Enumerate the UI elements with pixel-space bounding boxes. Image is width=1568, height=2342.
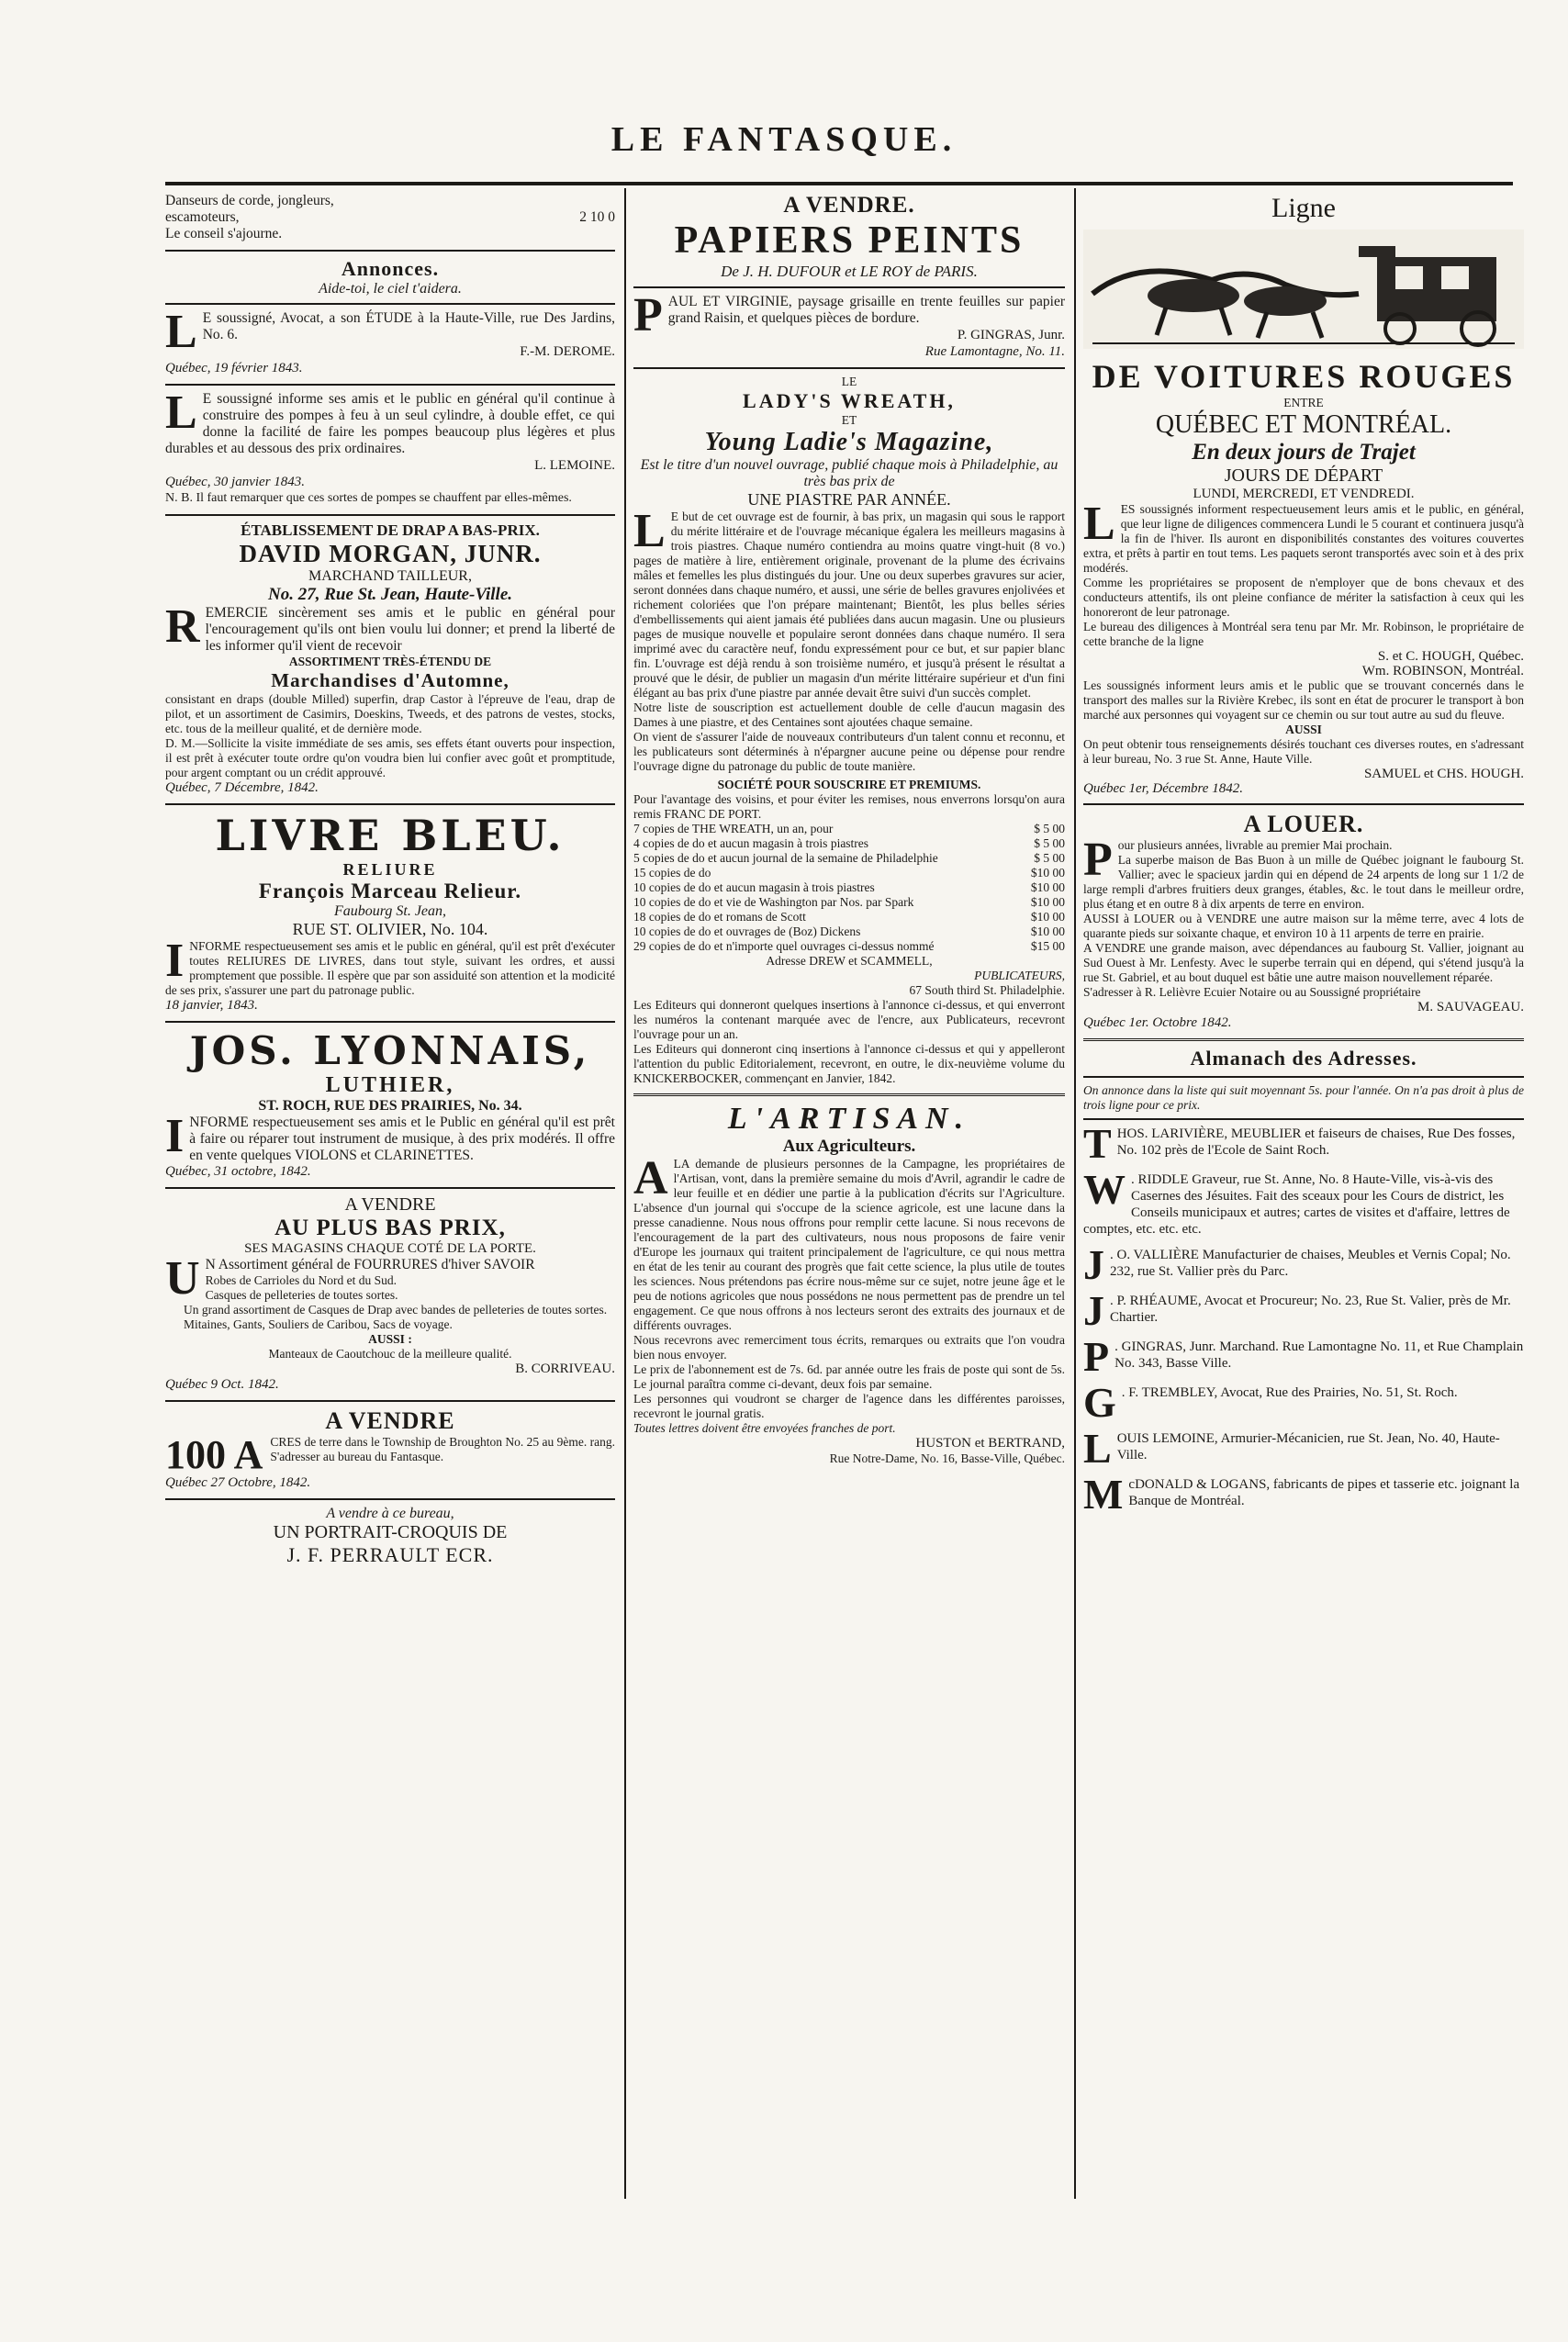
- price-value: $10 00: [1030, 880, 1065, 894]
- almanac-entry-text: . F. TREMBLEY, Avocat, Rue des Prairies, No. 51, St. Roch.: [1121, 1385, 1458, 1400]
- morgan-ad: [165, 521, 615, 796]
- portrait-intro: A vendre à ce bureau,: [326, 1506, 454, 1521]
- voitures-signature-2: Wm. ROBINSON, Montréal.: [1361, 664, 1524, 678]
- lyonnais-ad: [165, 1028, 615, 1180]
- price-value: $15 00: [1030, 939, 1065, 953]
- price-row: [633, 910, 1065, 924]
- corriveau-where: SES MAGASINS CHAQUE COTÉ DE LA PORTE.: [244, 1241, 536, 1256]
- price-row: [633, 822, 1065, 836]
- derome-ad: [165, 306, 615, 376]
- drop-cap: J: [1083, 1287, 1104, 1334]
- annonces-title: Annonces.: [341, 257, 440, 280]
- derome-text: E soussigné, Avocat, a son ÉTUDE à la Haute-Ville, rue Des Jardins, No. 6.: [202, 310, 615, 342]
- artisan-signature: HUSTON et BERTRAND,: [915, 1436, 1065, 1451]
- piastre-line: UNE PIASTRE PAR ANNÉE.: [747, 490, 951, 509]
- price-row: [633, 866, 1065, 880]
- corriveau-item-4: Mitaines, Gants, Souliers de Caribou, Sacs de voyage.: [184, 1317, 453, 1331]
- louer-text: our plusieurs années, livrable au premier Mai prochain.: [1117, 838, 1393, 852]
- artisan-p4: Les personnes qui voudront se charger de l'agence dans les différentes paroisses, recevront le journal gratis.: [633, 1392, 1065, 1420]
- livre-title: LIVRE BLEU.: [215, 811, 566, 860]
- acres-date: Québec 27 Octobre, 1842.: [165, 1475, 311, 1490]
- voitures-p2: Comme les propriétaires se proposent de n'employer que de bons chevaux et des conducteurs attentifs, ils ont pleine confiance de mériter la satisfaction à ceux qui les honoreront de leur patronage.: [1083, 576, 1524, 619]
- divider: [165, 1021, 615, 1023]
- lyonnais-subtitle: LUTHIER,: [325, 1073, 455, 1097]
- paul-address: Rue Lamontagne, No. 11.: [924, 344, 1065, 359]
- drop-cap: M: [1083, 1471, 1124, 1518]
- morgan-dm-text: D. M.—Sollicite la visite immédiate de ses amis, ses effets étant ouverts pour inspection, il est prêt à exécuter toute ordre qu'on voudra bien lui confier avec goût et promptitude, pour argent comptant ou un crédit approuvé.: [165, 736, 615, 779]
- acres-text: CRES de terre dans le Township de Broughton No. 25 au 9ème. rang. S'adresser au bureau du Fantasque.: [270, 1435, 615, 1463]
- column-left: [165, 193, 615, 1574]
- rouges-title: DE VOITURES ROUGES: [1092, 358, 1516, 395]
- drop-cap: L: [165, 306, 197, 358]
- lemoine-date: Québec, 30 janvier 1843.: [165, 475, 306, 489]
- corriveau-date: Québec 9 Oct. 1842.: [165, 1377, 279, 1392]
- drop-cap: L: [633, 505, 666, 557]
- almanac-entry: [1083, 1333, 1524, 1380]
- artisan-body: [633, 1152, 1065, 1333]
- acres-number: 100 A: [165, 1432, 263, 1477]
- price-value: $10 00: [1030, 924, 1065, 938]
- louer-p5: S'adresser à R. Lelièvre Ecuier Notaire ou au Soussigné propriétaire: [1083, 985, 1421, 999]
- artisan-p5: Toutes lettres doivent être envoyées franches de port.: [633, 1421, 896, 1435]
- voitures-aussi: AUSSI: [1285, 723, 1322, 736]
- ligne-title: Ligne: [1271, 193, 1336, 223]
- young-text: E but de cet ouvrage est de fournir, à bas prix, un magasin qui sous le rapport du mérite littéraire et de l'ouvrage mécanique égalera les meilleurs magasins à trois piastres. Chaque numéro contiendra au moins quatre vingt-huit (8 vo.) pages de matière à lire, entièrement originale, provenant de la plume des écrivains mâles et femelles les plus distingués du jour. Une ou deux superbes gravures sur acier, seront données dans chaque numéro, et aussi, une série de belles gravures enjolivées et richement coloriées que l'on prépare maintenant; Bientôt, les plus belles séries d'embellissements qui aient jamais été publiées dans aucun magasin. Une ou plusieurs pages de musique nouvelle et populaire seront données dans chaque numéro. Il sera imprimé avec du caractère neuf, fondu expressément pour ce but, et sur papier blanc fin. L'ouvrage est déjà rendu à son troisième numéro, et jusqu'à présent le résultat a prouvé que le désir, de publier un magasin d'un mérite littéraire supérieur et d'un fini élégant au bas prix d'une piastre par année devait être suivi d'un succès complet.: [633, 510, 1065, 700]
- council-line-2: escamoteurs,: [165, 209, 240, 225]
- divider: [165, 1498, 615, 1500]
- drew-address: Adresse DREW et SCAMMELL,: [766, 954, 933, 968]
- almanac-entry-text: . O. VALLIÈRE Manufacturier de chaises, Meubles et Vernis Copal; No. 232, rue St. Vallier près du Parc.: [1110, 1248, 1511, 1279]
- masthead-rule: [165, 182, 1513, 185]
- wreath-et: ET: [841, 413, 857, 427]
- portrait-name: J. F. PERRAULT ECR.: [286, 1543, 494, 1566]
- drew-street: 67 South third St. Philadelphie.: [909, 983, 1065, 997]
- almanach-intro: On annonce dans la liste qui suit moyennant 5s. pour l'année. On n'a pas droit à plus de trois ligne pour ce prix.: [1083, 1083, 1524, 1112]
- council-amount: 2 10 0: [579, 209, 615, 225]
- louer-p3: AUSSI à LOUER ou à VENDRE une autre maison sur la même terre, avec 4 lots de quarante pieds sur soixante chaque, et environ 10 à 11 arpents de terre en prairie.: [1083, 912, 1524, 940]
- drew-publicateurs: PUBLICATEURS,: [974, 969, 1065, 982]
- drop-cap: P: [1083, 834, 1113, 886]
- voitures-p4: Les soussignés informent leurs amis et le public que se trouvant concernés dans le transport des malles sur la Rivière Krebec, ils sont en état de procurer le transport à bon marché aux personnes qui voyagent sur ce chemin ou sur tout autre au sud du fleuve.: [1083, 678, 1524, 722]
- column-rule-1: [624, 188, 626, 2199]
- paul-ad: [633, 289, 1065, 360]
- lemoine-text: E soussigné informe ses amis et le public en général qu'il continue à construire des pompes à feu à un seul cylindre, à double effet, ce qui donne la facilité de faire les pompes beaucoup plus légères et plus durables et au dessous des prix ordinaires.: [165, 391, 615, 456]
- price-value: $10 00: [1030, 910, 1065, 924]
- drop-cap: U: [165, 1252, 200, 1305]
- route-title: QUÉBEC ET MONTRÉAL.: [1155, 410, 1452, 439]
- wreath-ad: [633, 375, 1065, 1086]
- almanac-entry-text: . RIDDLE Graveur, rue St. Anne, No. 8 Haute-Ville, vis-à-vis des Casernes des Jésuites. Fait des sceaux pour les Cours de district, les Conseils municipaux et autres; cartes de visites et d'affaire, lettres de comptes, etc. etc. etc.: [1083, 1172, 1510, 1237]
- price-row: [633, 895, 1065, 910]
- price-value: $ 5 00: [1034, 851, 1065, 865]
- lyonnais-body: [165, 1110, 615, 1164]
- voitures-date: Québec 1er, Décembre 1842.: [1083, 781, 1243, 796]
- almanac-entry-text: OUIS LEMOINE, Armurier-Mécanicien, rue St. Jean, No. 40, Haute-Ville.: [1116, 1431, 1500, 1462]
- louer-ad: [1083, 811, 1524, 1031]
- papiers-subtitle: De J. H. DUFOUR et LE ROY de PARIS.: [721, 263, 978, 280]
- price-item: 10 copies de do et ouvrages de (Boz) Dickens: [633, 924, 861, 938]
- wreath-title: LADY'S WREATH,: [743, 389, 956, 412]
- morgan-goods-title: Marchandises d'Automne,: [271, 669, 510, 691]
- price-value: $10 00: [1030, 866, 1065, 880]
- divider: [165, 514, 615, 516]
- wreath-le: LE: [841, 375, 857, 388]
- drop-cap: A: [633, 1152, 668, 1205]
- divider: [633, 286, 1065, 288]
- papiers-vendre: A VENDRE.: [783, 193, 915, 218]
- masthead-title: LE FANTASQUE.: [610, 120, 958, 159]
- divider: [165, 303, 615, 305]
- artisan-title: L'ARTISAN.: [727, 1102, 971, 1136]
- drop-cap: W: [1083, 1166, 1126, 1213]
- morgan-assortment: ASSORTIMENT TRÈS-ÉTENDU DE: [288, 655, 492, 668]
- council-line-3: Le conseil s'ajourne.: [165, 226, 283, 241]
- drop-cap: I: [165, 1110, 185, 1162]
- morgan-text: EMERCIE sincèrement ses amis et le public en général pour l'encouragement qu'ils ont bien voulu lui donner; et prend la liberté de les informer qu'il vient de recevoir: [205, 605, 615, 654]
- divider: [1083, 803, 1524, 805]
- divider: [165, 250, 615, 252]
- paul-text: AUL ET VIRGINIE, paysage grisaille en trente feuilles sur papier grand Raisin, et quelques pièces de bordure.: [667, 294, 1065, 326]
- lyonnais-address: ST. ROCH, RUE DES PRAIRIES, No. 34.: [258, 1098, 522, 1114]
- corriveau-item-3: Un grand assortiment de Casques de Drap avec bandes de pelleteries de toutes sortes.: [184, 1303, 608, 1317]
- acres-row: [165, 1432, 615, 1477]
- price-item: 10 copies de do et vie de Washington par Nos. par Spark: [633, 895, 914, 909]
- derome-signature: F.-M. DEROME.: [520, 344, 615, 359]
- livre-bleu-ad: [165, 811, 615, 1014]
- price-value: $10 00: [1030, 895, 1065, 909]
- price-value: $ 5 00: [1034, 822, 1065, 835]
- column-middle: [633, 193, 1065, 1474]
- almanac-entry: [1083, 1241, 1524, 1288]
- column-rule-2: [1074, 188, 1076, 2199]
- corriveau-item-1: Robes de Carrioles du Nord et du Sud.: [205, 1273, 398, 1287]
- societe-heading: SOCIÉTÉ POUR SOUSCRIRE ET PREMIUMS.: [717, 778, 981, 791]
- corriveau-signature: B. CORRIVEAU.: [515, 1361, 615, 1376]
- price-item: 4 copies de do et aucun magasin à trois piastres: [633, 836, 869, 850]
- artisan-address: Rue Notre-Dame, No. 16, Basse-Ville, Québec.: [829, 1451, 1065, 1465]
- livre-body: [165, 935, 615, 998]
- portrait-ad: [165, 1506, 615, 1567]
- price-row: [633, 851, 1065, 866]
- young-title: Young Ladie's Magazine,: [704, 428, 994, 456]
- livre-name: François Marceau Relieur.: [258, 880, 522, 902]
- voitures-body: [1083, 498, 1524, 796]
- divider: [1083, 1118, 1524, 1120]
- almanac-entry: [1083, 1471, 1524, 1518]
- price-item: 29 copies de do et n'importe quel ouvrages ci-dessus nommé: [633, 939, 935, 953]
- morgan-goods-text: consistant en draps (double Milled) superfin, drap Castor à l'épreuve de l'eau, drap de pilot, et un assortiment de Casimirs, Doeskins, Tweeds, et des patrons de vestes, stocks, etc. tous de la meilleur qualité, et de dernière mode.: [165, 692, 615, 735]
- lyonnais-title: JOS. LYONNAIS,: [189, 1028, 591, 1073]
- morgan-body: [165, 600, 615, 655]
- artisan-subtitle: Aux Agriculteurs.: [782, 1137, 916, 1156]
- artisan-ad: [633, 1102, 1065, 1466]
- almanac-entry: [1083, 1120, 1524, 1167]
- column-right: [1083, 193, 1524, 1522]
- livre-faubourg: Faubourg St. Jean,: [333, 903, 447, 919]
- acres-heading: A VENDRE: [325, 1407, 455, 1434]
- lemoine-note: N. B. Il faut remarquer que ces sortes de pompes se chauffent par elles-mêmes.: [165, 491, 572, 505]
- drop-cap: T: [1083, 1120, 1112, 1167]
- paul-signature: P. GINGRAS, Junr.: [957, 328, 1065, 342]
- voitures-p3: Le bureau des diligences à Montréal sera tenu par Mr. Mr. Robinson, le propriétaire de cette branche de la ligne: [1083, 620, 1524, 648]
- deux-jours-title: En deux jours de Trajet: [1192, 440, 1416, 465]
- voitures-signature-1: S. et C. HOUGH, Québec.: [1377, 649, 1524, 664]
- price-list: [633, 822, 1065, 954]
- editeurs-note-1: Les Editeurs qui donneront quelques insertions à l'annonce ci-dessus, et qui enverront les numéros la contenant marquée avec de l'encre, aux Publicateurs, recevront l'ouvrage pour un an.: [633, 998, 1065, 1041]
- livre-address: RUE ST. OLIVIER, No. 104.: [292, 920, 488, 938]
- voitures-p5: On peut obtenir tous renseignements désirés touchant ces diverses routes, en s'adressant à leur bureau, No. 3 rue St. Anne, Haute Ville.: [1083, 737, 1524, 766]
- editeurs-note-2: Les Editeurs qui donneront cinq insertions à l'annonce ci-dessus et qui y appelleront l'attention du public Editorialement, recevront, en outre, le dix-neuvième volume du KNICKERBOCKER, commençant en Janvier, 1842.: [633, 1042, 1065, 1085]
- jours-title: JOURS DE DÉPART: [1224, 465, 1383, 486]
- lemoine-signature: L. LEMOINE.: [534, 458, 615, 473]
- annonces-motto: Aide-toi, le ciel t'aidera.: [319, 281, 462, 297]
- louer-p2: La superbe maison de Bas Buon à un mille de Québec joignant le faubourg St. Vallier; avec le spacieux jardin qui en dépend de 24 arpents de long sur 1 1/2 de large rempli d'arbres fruitiers deux granges, étables, &c. le tout dans le meilleur ordre, plus étang et en outre 8 à dix arpents de terre en environ.: [1083, 853, 1524, 911]
- divider: [165, 384, 615, 386]
- louer-title: A LOUER.: [1243, 811, 1364, 837]
- acres-ad: [165, 1407, 615, 1491]
- divider: [633, 1093, 1065, 1096]
- corriveau-ad: [165, 1194, 615, 1393]
- price-row: [633, 836, 1065, 851]
- price-row: [633, 939, 1065, 954]
- louer-p4: A VENDRE une grande maison, avec dépendances au faubourg St. Vallier, joignant au Sud Ouest à Mr. Lenfesty. Avec le superbe terrain qui en dépend, qui s'étend jusqu'à la rue St. Gabriel, et au bout duquel est bâtie une autre maison nouvellement réparée.: [1083, 941, 1524, 984]
- drop-cap: L: [165, 387, 197, 439]
- divider: [633, 367, 1065, 369]
- lyonnais-text: NFORME respectueusement ses amis et le Public en général qu'il est prêt à faire ou réparer tout instrument de musique, à des prix modérés. Il offre en vente quelques VIOLONS et CLARINETTES.: [189, 1115, 615, 1163]
- young-note-2: On vient de s'assurer l'aide de nouveaux contributeurs d'un talent connu et reconnu, et les publicateurs sont déterminés à n'épargner aucune peine ou dépense pour rendre l'ouvrage digne du patronage du public de toute manière.: [633, 730, 1065, 773]
- corriveau-text: N Assortiment général de FOURRURES d'hiver SAVOIR: [205, 1257, 535, 1272]
- lemoine-ad: [165, 387, 615, 507]
- young-subtitle: Est le titre d'un nouvel ouvrage, publié chaque mois à Philadelphie, au très bas prix de: [640, 457, 1058, 489]
- morgan-name: DAVID MORGAN, JUNR.: [239, 540, 542, 567]
- corriveau-caoutchouc: Manteaux de Caoutchouc de la meilleure qualité.: [268, 1347, 512, 1361]
- almanac-entry: [1083, 1166, 1524, 1238]
- almanac-entry: [1083, 1425, 1524, 1472]
- drop-cap: P: [1083, 1333, 1110, 1380]
- divider: [1083, 1038, 1524, 1041]
- drop-cap: L: [1083, 498, 1115, 550]
- price-item: 15 copies de do: [633, 866, 711, 880]
- stagecoach-illustration: [1083, 230, 1524, 349]
- portrait-title: UN PORTRAIT-CROQUIS DE: [273, 1522, 508, 1542]
- derome-date: Québec, 19 février 1843.: [165, 361, 303, 375]
- almanac-entry-text: . GINGRAS, Junr. Marchand. Rue Lamontagne No. 11, et Rue Champlain No. 343, Basse Ville.: [1114, 1339, 1524, 1371]
- almanac-entry-text: cDONALD & LOGANS, fabricants de pipes et tasserie etc. joignant la Banque de Montréal.: [1128, 1477, 1520, 1508]
- price-value: $ 5 00: [1034, 836, 1065, 850]
- morgan-date: Québec, 7 Décembre, 1842.: [165, 780, 319, 795]
- young-body: [633, 505, 1065, 700]
- artisan-p2: Nous recevrons avec remerciment tous écrits, remarques ou extraits que l'on voudra bien nous envoyer.: [633, 1333, 1065, 1361]
- price-item: 5 copies de do et aucun journal de la semaine de Philadelphie: [633, 851, 938, 865]
- drop-cap: I: [165, 935, 185, 987]
- livre-date: 18 janvier, 1843.: [165, 998, 258, 1013]
- young-note: Notre liste de souscription est actuellement double de celle d'aucun magasin des Dames à une piastre, et des Centaines sont ajoutées chaque semaine.: [633, 700, 1065, 729]
- drop-cap: P: [633, 289, 663, 342]
- divider: [165, 1187, 615, 1189]
- corriveau-aussi: AUSSI :: [368, 1332, 412, 1346]
- price-item: 7 copies de THE WREATH, un an, pour: [633, 822, 834, 835]
- morgan-trade: MARCHAND TAILLEUR,: [308, 568, 472, 584]
- drop-cap: G: [1083, 1379, 1116, 1426]
- council-line-1: Danseurs de corde, jongleurs,: [165, 193, 334, 208]
- council-row: [165, 209, 615, 226]
- lyonnais-date: Québec, 31 octobre, 1842.: [165, 1164, 311, 1179]
- voitures-text: ES soussignés informent respectueusement leurs amis et le public, en général, que leur ligne de diligences commencera Lundi le 5 courant et continuera jusqu'à la fin de l'hiver. Ils auront en disponibilités constantes des voitures couvertes extra, et prêts à partir en tout tems. Les paquets seront transportés avec soin et à des prix modérés.: [1083, 502, 1524, 575]
- papiers-title: PAPIERS PEINTS: [674, 219, 1025, 262]
- council-block: [165, 193, 615, 242]
- days-line: LUNDI, MERCREDI, ET VENDREDI.: [1193, 487, 1415, 501]
- artisan-p3: Le prix de l'abonnement est de 7s. 6d. par année outre les frais de poste qui sont de 5s. Le journal paraîtra comme ci-devant, deux fois par semaine.: [633, 1362, 1065, 1391]
- corriveau-subtitle: AU PLUS BAS PRIX,: [274, 1216, 506, 1240]
- voitures-signature-3: SAMUEL et CHS. HOUGH.: [1363, 767, 1524, 781]
- almanac-entry: [1083, 1379, 1524, 1426]
- almanac-entry-text: HOS. LARIVIÈRE, MEUBLIER et faiseurs de chaises, Rue Des fosses, No. 102 près de l'Ecole de Saint Roch.: [1116, 1126, 1516, 1158]
- almanach-section: [1083, 1047, 1524, 1518]
- artisan-text: LA demande de plusieurs personnes de la Campagne, les propriétaires de l'Artisan, vont, dans la première semaine du mois d'Avril, agrandir le cadre de leur feuille et en dédier une partie à la publication d'écrits sur l'Agriculture. L'absence d'un journal qui s'occupe de la science agricole, est une lacune dans la presse canadienne. Nous nous offrons pour remplir cette lacune. Si nous recevons de l'encouragement de la part des cultivateurs, nous nous proposons de faire venir d'Europe les journaux qui traitent principalement de l'agriculture, ce qui nous mettra en état de les tenir au courant des progrès que fait cette science, la plus utile de toutes les sciences. Nous prétendons pas écrire nous-même sur ce sujet, notre jeune âge et le peu de notions agricoles que nous possédons ne nous permettent pas de prendre un tel engagement. Ce que nous offrons à nos lecteurs seront des extraits des journaux et de différents ouvrages.: [633, 1157, 1065, 1332]
- drop-cap: R: [165, 600, 200, 653]
- almanach-title: Almanach des Adresses.: [1190, 1047, 1417, 1070]
- divider: [165, 803, 615, 805]
- louer-signature: M. SAUVAGEAU.: [1417, 1000, 1524, 1014]
- morgan-heading: ÉTABLISSEMENT DE DRAP A BAS-PRIX.: [241, 521, 540, 539]
- corriveau-heading: A VENDRE: [344, 1194, 436, 1215]
- drop-cap: L: [1083, 1425, 1112, 1472]
- price-row: [633, 880, 1065, 895]
- louer-date: Québec 1er. Octobre 1842.: [1083, 1015, 1232, 1030]
- price-item: 18 copies de do et romans de Scott: [633, 910, 806, 924]
- corriveau-item-2: Casques de pelleteries de toutes sortes.: [205, 1288, 398, 1302]
- entre-label: ENTRE: [1283, 396, 1324, 409]
- almanac-entry: [1083, 1287, 1524, 1334]
- drop-cap: J: [1083, 1241, 1104, 1288]
- price-item: 10 copies de do et aucun magasin à trois piastres: [633, 880, 875, 894]
- livre-subtitle: RELIURE: [342, 860, 438, 879]
- almanac-entry-text: . P. RHÉAUME, Avocat et Procureur; No. 23, Rue St. Valier, près de Mr. Chartier.: [1110, 1294, 1511, 1325]
- livre-text: NFORME respectueusement ses amis et le public en général, qu'il est prêt d'exécuter toutes RELIURES DE LIVRES, dans tout style, suivant les ordres, et aussi promptement que possible. Il espère que par son assiduité son attention et la modicité de ses prix, s'assurer une part du patronage public.: [165, 939, 615, 997]
- societe-intro: Pour l'avantage des voisins, et pour éviter les remises, nous enverrons lorsqu'on aura remis FRANC DE PORT.: [633, 792, 1065, 821]
- masthead: [0, 0, 1568, 174]
- divider: [1083, 1076, 1524, 1078]
- morgan-address: No. 27, Rue St. Jean, Haute-Ville.: [267, 585, 513, 604]
- divider: [165, 1400, 615, 1402]
- price-row: [633, 924, 1065, 939]
